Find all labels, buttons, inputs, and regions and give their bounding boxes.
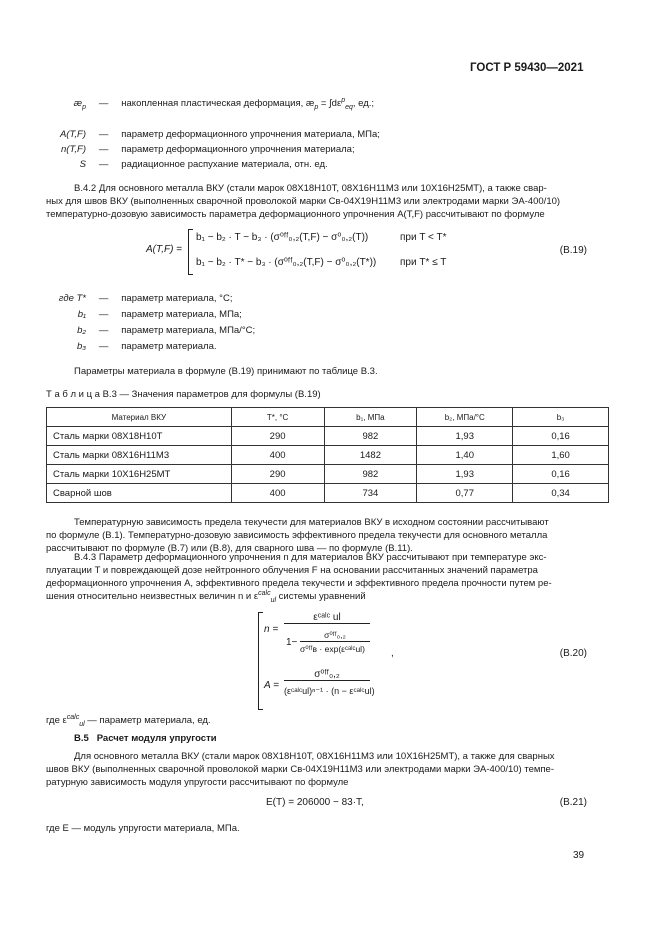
table-cell: Сварной шов xyxy=(47,484,232,503)
where-symbol: где T* xyxy=(58,293,86,304)
table-caption-text: В.3 — Значения параметров для формулы (В.19) xyxy=(99,389,321,400)
formula-b19-number: (В.19) xyxy=(559,245,587,256)
table-cell: 400 xyxy=(231,484,324,503)
paragraph-line: ратурную зависимость модуля упругости рассчитывают по формуле xyxy=(46,777,349,788)
table-caption-prefix: Т а б л и ц а xyxy=(46,389,100,400)
table-header-cell: b₂, МПа/°С xyxy=(417,408,513,427)
where-b20-tail: — параметр материала, ед. xyxy=(84,715,211,726)
formula-b20-number: (В.20) xyxy=(559,648,587,659)
definition-row xyxy=(46,159,328,170)
formula-b20-comma: , xyxy=(391,648,394,659)
formula-b19-row2: b₁ − b₂ · T* − b₃ · (σ⁰ᶠᶠ₀,₂(T,F) − σ⁰₀,₂(T*)) xyxy=(196,257,377,268)
formula-b20-brace xyxy=(258,612,263,710)
paragraph-line-part: шения относительно неизвестных величин n и ε xyxy=(46,591,259,602)
paragraph-line: деформационного упрочнения A, эффективного предела текучести и эффективного предела прочности путем ре- xyxy=(46,578,552,589)
table-cell: 1,93 xyxy=(417,427,513,446)
paragraph-line: температурно-дозовую зависимость параметра деформационного упрочнения A(T,F) рассчитывают по формуле xyxy=(46,209,545,220)
definition-text: параметр деформационного упрочнения материала, МПа; xyxy=(121,129,380,140)
table-cell: 0,16 xyxy=(513,427,609,446)
where-dash: — xyxy=(98,325,109,336)
section-title: Расчет модуля упругости xyxy=(96,733,217,744)
where-symbol: b₁ xyxy=(77,309,86,320)
paragraph-table-ref: Параметры материала в формуле (В.19) принимают по таблице В.3. xyxy=(74,366,378,377)
table-cell: 0,77 xyxy=(417,484,513,503)
standard-header: ГОСТ Р 59430—2021 xyxy=(470,62,584,74)
paragraph-line: ных для швов ВКУ (выполненных сварочной проволокой марки Св-04Х19Н11М3 или электродами марки ЭА-400/10) xyxy=(46,196,561,207)
formula-b21: E(T) = 206000 − 83·T, xyxy=(266,797,364,808)
formula-b20-a-eq: A = xyxy=(264,680,279,691)
table-header-cell: T*, °С xyxy=(231,408,324,427)
formula-b20-n-eq: n = xyxy=(264,624,279,635)
definition-row xyxy=(46,144,355,155)
table-cell: 982 xyxy=(324,465,417,484)
page-number: 39 xyxy=(573,850,585,861)
where-text: параметр материала, МПа; xyxy=(121,309,242,320)
paragraph-line: Температурную зависимость предела текучести для материалов ВКУ в исходном состоянии рассчитывают xyxy=(74,517,549,528)
where-dash: — xyxy=(98,309,109,320)
formula-b20-n-den-den: σ⁰ᶠᶠв · exp(εᶜᵃˡᶜul) xyxy=(300,644,365,654)
table-cell: 0,34 xyxy=(513,484,609,503)
where-row xyxy=(46,341,217,352)
definition-symbol: $æ_p$ xyxy=(73,98,86,111)
formula-b20-a-den: (εᶜᵃˡᶜul)ⁿ⁻¹ · (n − εᶜᵃˡᶜul) xyxy=(284,686,375,696)
where-text: параметр материала. xyxy=(121,341,217,352)
table-cell: 1,40 xyxy=(417,446,513,465)
definition-text-a: накопленная пластическая деформация, æ xyxy=(121,98,315,109)
definition-row xyxy=(46,129,380,140)
table-cell: 1482 xyxy=(324,446,417,465)
definition-text-c: , ед.; xyxy=(352,98,375,109)
table-cell: 1,60 xyxy=(513,446,609,465)
where-dash: — xyxy=(98,341,109,352)
formula-b20-n-den-1: 1− xyxy=(286,637,298,648)
definition-dash: — xyxy=(98,159,109,170)
formula-b19-cond2: при T* ≤ T xyxy=(400,257,447,268)
table-row xyxy=(47,465,609,484)
formula-b19-row1: b₁ − b₂ · T − b₃ · (σ⁰ᶠᶠ₀,₂(T,F) − σ⁰₀,₂(T)) xyxy=(196,232,369,243)
definition-row xyxy=(46,98,374,109)
definition-symbol: n(T,F) xyxy=(61,144,86,155)
formula-b19-brace xyxy=(188,229,193,275)
definition-dash: — xyxy=(98,98,109,109)
formula-b20-n-den-num: σ⁰ᶠᶠ₀,₂ xyxy=(300,630,370,642)
definition-text: параметр деформационного упрочнения материала; xyxy=(121,144,355,155)
where-symbol: b₃ xyxy=(76,341,86,352)
table-row xyxy=(47,427,609,446)
formula-b20-n-num: εᶜᵃˡᶜ ul xyxy=(284,612,370,624)
paragraph-line: плуатации T и повреждающей дозе нейтронного облучения F на основании рассчитанных значений параметра xyxy=(46,565,538,576)
where-row xyxy=(46,325,255,336)
definition-symbol: S xyxy=(79,159,86,170)
table-cell: 290 xyxy=(231,465,324,484)
formula-b19-lhs: A(T,F) = xyxy=(146,244,183,255)
where-symbol: b₂ xyxy=(77,325,86,336)
definition-text: радиационное распухание материала, отн. ед. xyxy=(121,159,328,170)
table-cell: 734 xyxy=(324,484,417,503)
table-header-cell: b₁, МПа xyxy=(324,408,417,427)
paragraph-line: шения относительно неизвестных величин n и $\varepsilon^{calc}_{ul}$ системы уравнений xyxy=(46,589,366,604)
where-dash: — xyxy=(98,293,109,304)
table-cell: Сталь марки 10Х16Н25МТ xyxy=(47,465,232,484)
paragraph-line-part: системы уравнений xyxy=(278,591,366,602)
definition-dash: — xyxy=(98,129,109,140)
paragraph-b5 xyxy=(46,750,555,789)
table-header-cell: Материал ВКУ xyxy=(47,408,232,427)
table-header-cell: b₃ xyxy=(513,408,609,427)
where-b20: где $\varepsilon^{calc}_{ul}$ — параметр материала, ед. xyxy=(46,713,211,728)
formula-b20-a-num: σ⁰ᶠᶠ₀,₂ xyxy=(284,669,370,681)
table-row xyxy=(47,484,609,503)
section-number: В.5 xyxy=(74,733,89,744)
definition-symbol: A(T,F) xyxy=(59,129,86,140)
paragraph-b42 xyxy=(46,182,560,221)
table-header-row xyxy=(47,408,609,427)
table-cell: 982 xyxy=(324,427,417,446)
table-cell: Сталь марки 08Х18Н10Т xyxy=(47,427,232,446)
where-text: параметр материала, МПа/°С; xyxy=(121,325,256,336)
where-row xyxy=(46,309,242,320)
table-cell: 0,16 xyxy=(513,465,609,484)
paragraph-b43 xyxy=(46,551,552,603)
paragraph-line: Для основного металла ВКУ (стали марок 08Х18Н10Т, 08Х16Н11М3 или 10Х16Н25МТ), а также для сварных xyxy=(74,751,555,762)
definition-text: накопленная пластическая деформация, $æ_p = \int d\varepsilon^p_{eq}$, ед.; xyxy=(121,96,375,111)
table-cell: 290 xyxy=(231,427,324,446)
where-b20-prefix: где ε xyxy=(46,715,67,726)
table-cell: 1,93 xyxy=(417,465,513,484)
section-b5-heading xyxy=(74,733,217,744)
paragraph-line: рассчитывают по формуле (В.7) или (В.8), для сварного шва — по формуле (В.11). xyxy=(46,543,413,554)
table-caption xyxy=(46,389,321,400)
table-row xyxy=(47,446,609,465)
formula-b19-cond1: при T < T* xyxy=(400,232,447,243)
where-text: параметр материала, °С; xyxy=(121,293,233,304)
parameters-table xyxy=(46,407,609,503)
paragraph-line: швов ВКУ (выполненных сварочной проволокой марки Св-04Х19Н11М3 или электродами марки ЭА-400/10) темпе- xyxy=(46,764,555,775)
table-cell: Сталь марки 08Х16Н11М3 xyxy=(47,446,232,465)
definition-text-b: = ∫dε xyxy=(318,98,342,109)
paragraph-temperature xyxy=(46,516,549,555)
table-cell: 400 xyxy=(231,446,324,465)
paragraph-line: В.4.3 Параметр деформационного упрочнения n для материалов ВКУ рассчитывают при температуре экс- xyxy=(74,552,547,563)
paragraph-line: по формуле (В.1). Температурно-дозовую зависимость эффективного предела текучести для основного металла xyxy=(46,530,548,541)
where-row xyxy=(46,293,232,304)
where-b21: где E — модуль упругости материала, МПа. xyxy=(46,823,240,834)
formula-b21-number: (В.21) xyxy=(559,797,587,808)
paragraph-line: В.4.2 Для основного металла ВКУ (стали марок 08Х18Н10Т, 08Х16Н11М3 или 10Х16Н25МТ), а также свар- xyxy=(74,183,547,194)
definition-dash: — xyxy=(98,144,109,155)
